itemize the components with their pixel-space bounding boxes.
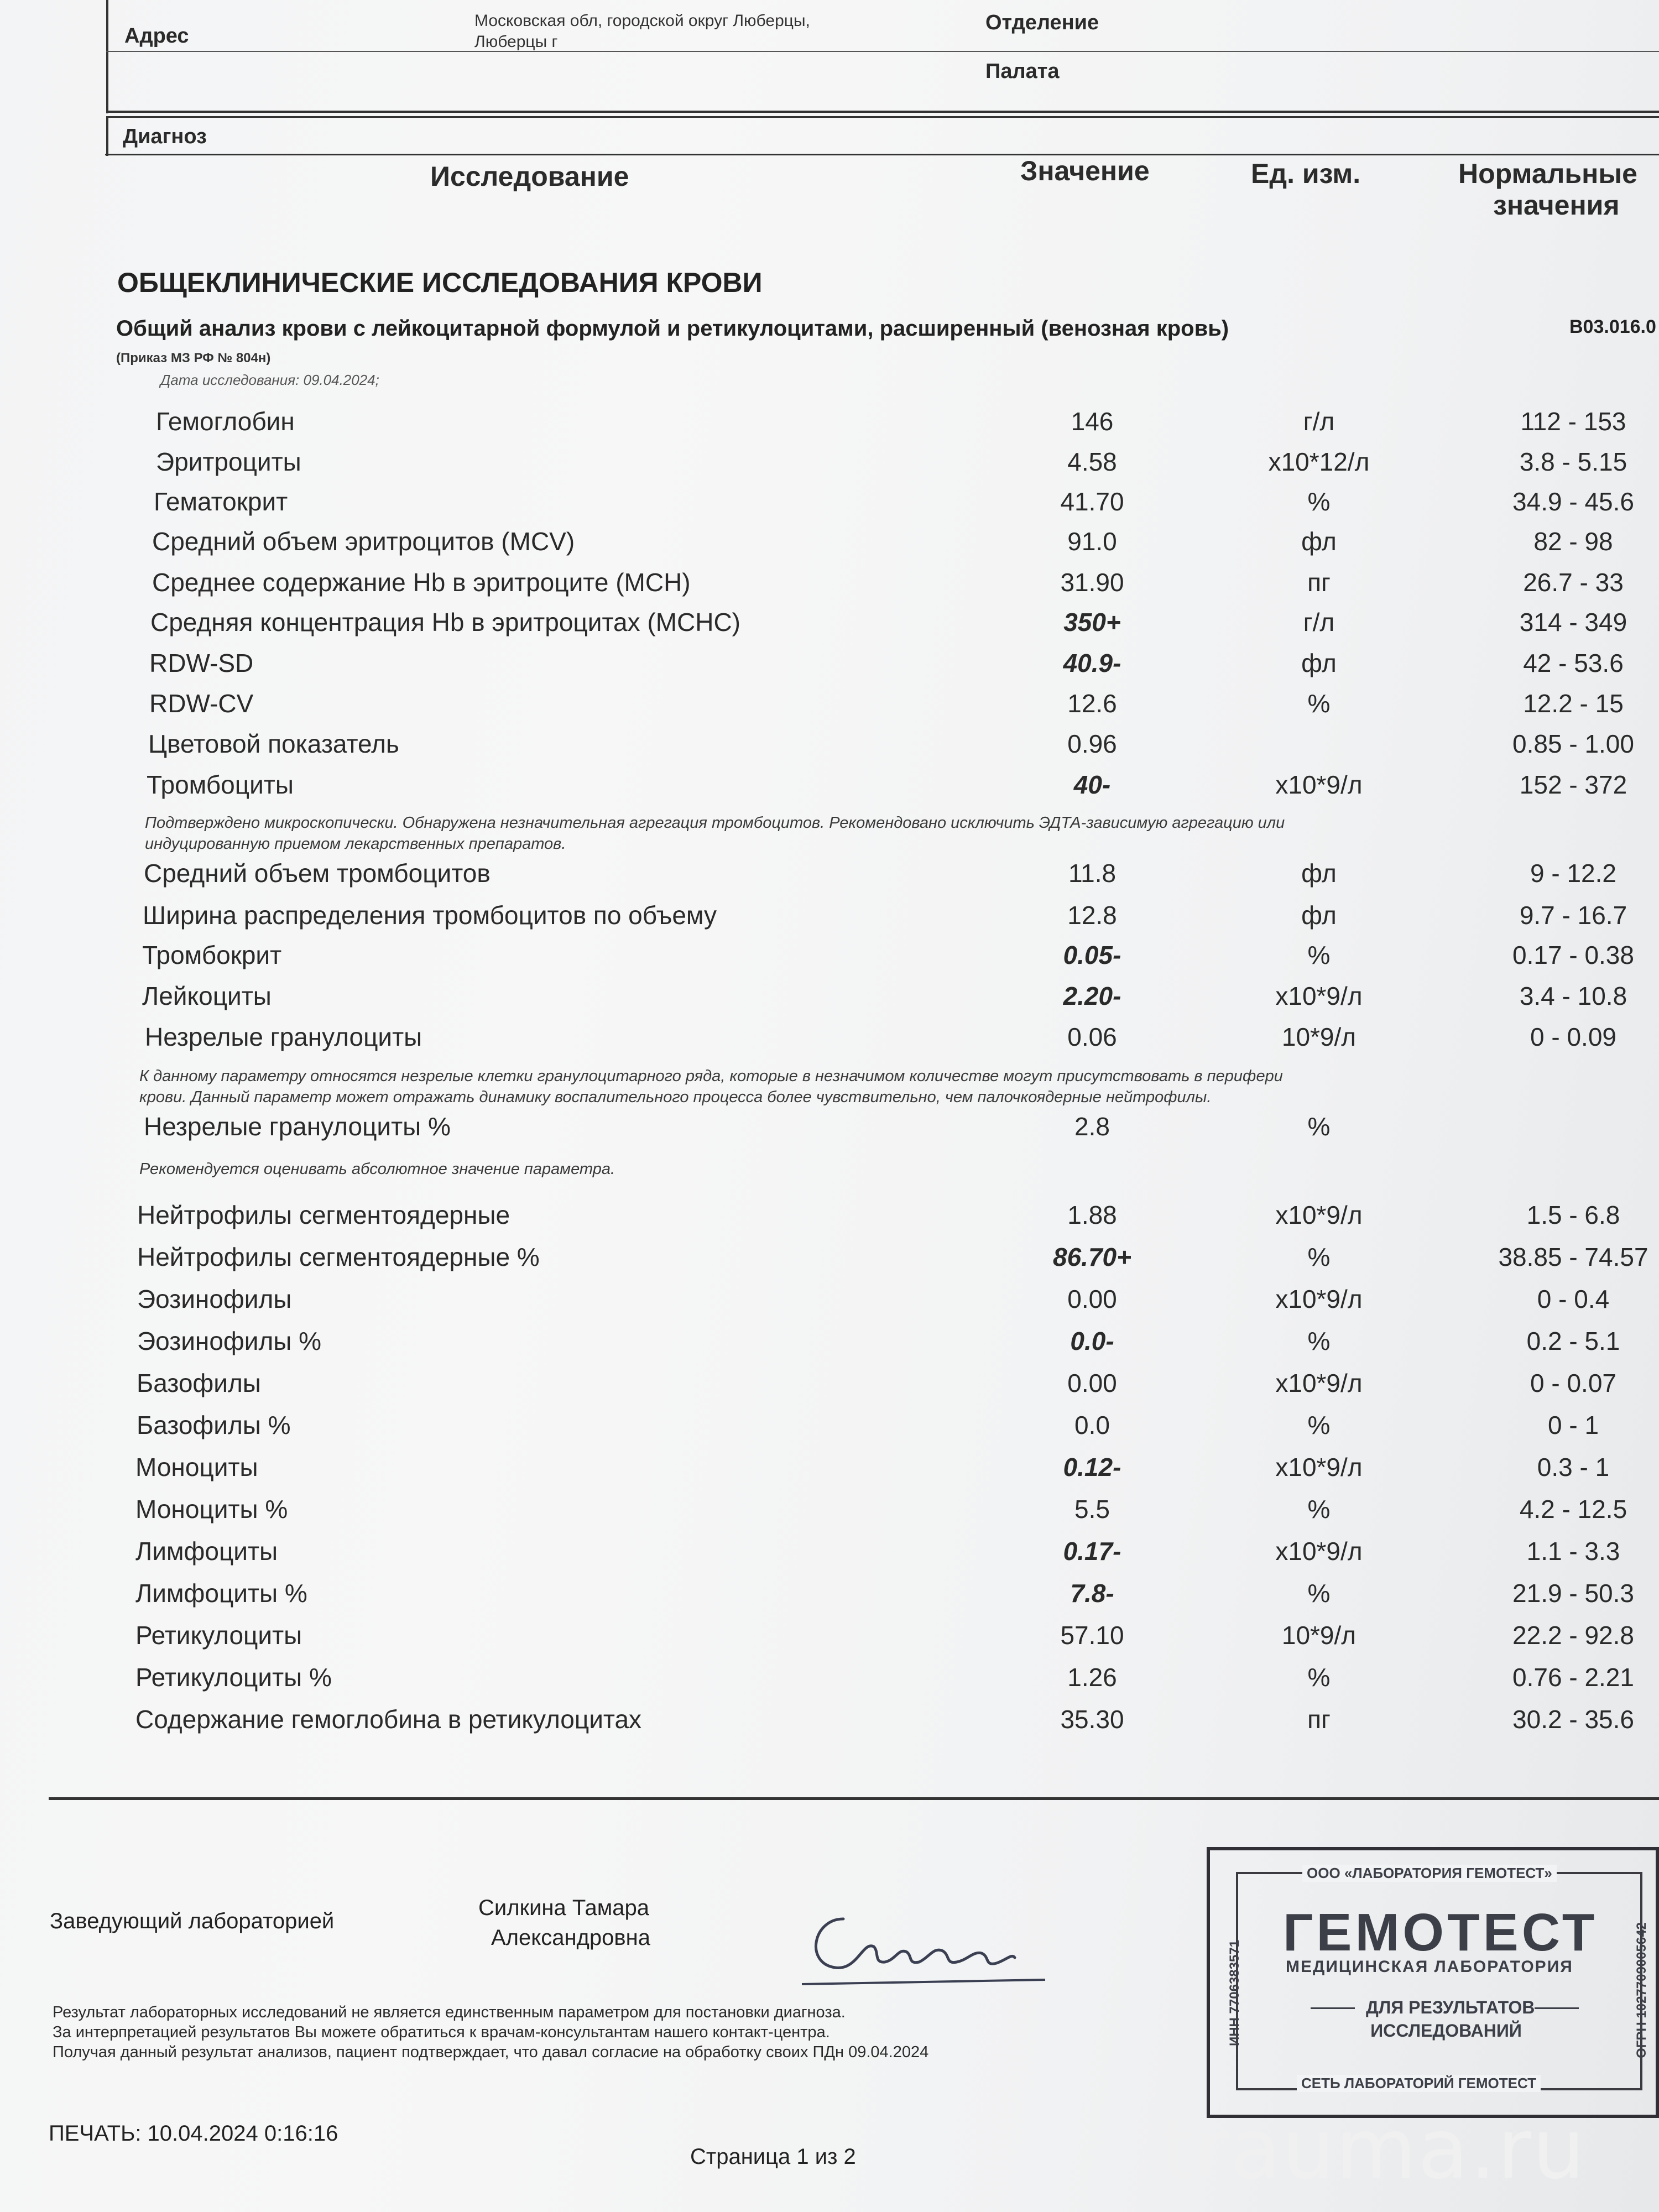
result-name: Лимфоциты bbox=[135, 1537, 278, 1566]
result-row: Эритроциты 4.58 x10*12/л 3.8 - 5.15 bbox=[156, 447, 1627, 476]
result-name: Тромбоциты bbox=[147, 770, 294, 799]
disclaimer-line1: Результат лабораторных исследований не является единственным параметром для постановки диагноза. bbox=[53, 2004, 846, 2021]
result-row: Средний объем эритроцитов (MCV) 91.0 фл 82 - 98 bbox=[152, 527, 1613, 556]
order-reference: (Приказ МЗ РФ № 804н) bbox=[116, 351, 271, 366]
result-row: Тромбокрит 0.05- % 0.17 - 0.38 bbox=[142, 941, 1634, 969]
result-name: Гематокрит bbox=[154, 487, 288, 516]
diagnosis-top-border bbox=[106, 116, 1659, 118]
stamp-subtitle: МЕДИЦИНСКАЯ ЛАБОРАТОРИЯ bbox=[1286, 1958, 1573, 1976]
column-study: Исследование bbox=[430, 161, 629, 192]
stamp-middle-line1: ДЛЯ РЕЗУЛЬТАТОВ bbox=[1366, 1997, 1535, 2017]
result-row: Базофилы % 0.0 % 0 - 1 bbox=[137, 1411, 1599, 1439]
watermark: trauma.ru bbox=[1161, 2101, 1586, 2198]
section-title: ОБЩЕКЛИНИЧЕСКИЕ ИССЛЕДОВАНИЯ КРОВИ bbox=[117, 267, 763, 298]
test-name: Общий анализ крови с лейкоцитарной формулой и ретикулоцитами, расширенный (венозная кровь) bbox=[116, 316, 1229, 341]
result-name: Гемоглобин bbox=[156, 407, 295, 436]
result-row: Нейтрофилы сегментоядерные 1.88 x10*9/л 1.5 - 6.8 bbox=[137, 1201, 1620, 1229]
platelets-note-line1: Подтверждено микроскопически. Обнаружена незначительная агрегация тромбоцитов. Рекомендовано исключить ЭДТА-зависимую агрегацию или bbox=[145, 814, 1285, 832]
result-name: Лимфоциты % bbox=[135, 1579, 307, 1608]
stamp-bottom-text: СЕТЬ ЛАБОРАТОРИЙ ГЕМОТЕСТ bbox=[1297, 2075, 1541, 2092]
result-row: Лейкоциты 2.20- x10*9/л 3.4 - 10.8 bbox=[142, 982, 1627, 1010]
address-value-line1: Московская обл, городской округ Люберцы, bbox=[474, 12, 810, 30]
result-name: Нейтрофилы сегментоядерные bbox=[137, 1201, 510, 1229]
stamp-ogrn: ОГРН 1027709005642 bbox=[1634, 1922, 1649, 2058]
result-name: Моноциты bbox=[135, 1453, 258, 1481]
result-name: Средний объем эритроцитов (MCV) bbox=[152, 527, 575, 556]
result-name: Незрелые гранулоциты % bbox=[144, 1112, 451, 1141]
print-timestamp: ПЕЧАТЬ: 10.04.2024 0:16:16 bbox=[49, 2121, 338, 2146]
header-bottom-border bbox=[106, 111, 1659, 113]
address-value-line2: Люберцы г bbox=[474, 33, 558, 51]
result-row: Нейтрофилы сегментоядерные % 86.70+ % 38.85 - 74.57 bbox=[137, 1243, 1648, 1271]
result-row: Эозинофилы 0.00 x10*9/л 0 - 0.4 bbox=[137, 1285, 1610, 1313]
result-name: Эритроциты bbox=[156, 447, 301, 476]
signature bbox=[791, 1902, 1051, 1991]
stamp-top-text: ООО «ЛАБОРАТОРИЯ ГЕМОТЕСТ» bbox=[1302, 1865, 1557, 1882]
result-name: RDW-SD bbox=[149, 649, 254, 677]
result-name: Ретикулоциты % bbox=[135, 1663, 332, 1692]
result-name: Эозинофилы bbox=[137, 1285, 292, 1313]
result-name: Базофилы bbox=[137, 1369, 261, 1397]
result-row: Ширина распределения тромбоцитов по объему 12.8 фл 9.7 - 16.7 bbox=[143, 901, 1627, 930]
result-row: Ретикулоциты % 1.26 % 0.76 - 2.21 bbox=[135, 1663, 1634, 1692]
result-row: Базофилы 0.00 x10*9/л 0 - 0.07 bbox=[137, 1369, 1616, 1397]
result-row: Незрелые гранулоциты % 2.8 % bbox=[144, 1112, 1331, 1141]
result-name: Средняя концентрация Hb в эритроцитах (MCHC) bbox=[150, 608, 740, 637]
result-row: Гематокрит 41.70 % 34.9 - 45.6 bbox=[154, 487, 1634, 516]
result-row: Эозинофилы % 0.0- % 0.2 - 5.1 bbox=[137, 1327, 1620, 1355]
disclaimer-line3: Получая данный результат анализов, пациент подтверждает, что давал согласие на обработку своих ПДн 09.04.2024 bbox=[53, 2043, 929, 2061]
study-date: Дата исследования: 09.04.2024; bbox=[160, 372, 379, 388]
stamp-dash-left bbox=[1311, 2007, 1355, 2009]
result-row: Содержание гемоглобина в ретикулоцитах 35.30 пг 30.2 - 35.6 bbox=[135, 1705, 1634, 1734]
immature-granulocytes-pct-note: Рекомендуется оценивать абсолютное значение параметра. bbox=[139, 1160, 615, 1178]
result-row: Тромбоциты 40- x10*9/л 152 - 372 bbox=[147, 770, 1627, 799]
stamp-dash-right bbox=[1535, 2007, 1579, 2009]
test-code: B03.016.0 bbox=[1569, 316, 1656, 337]
disclaimer-line2: За интерпретацией результатов Вы можете обратиться к врачам-консультантам нашего контакт-центра. bbox=[53, 2023, 830, 2041]
department-label: Отделение bbox=[985, 11, 1099, 34]
result-row: Средний объем тромбоцитов 11.8 фл 9 - 12.2 bbox=[144, 859, 1616, 888]
page-indicator: Страница 1 из 2 bbox=[690, 2145, 856, 2169]
diagnosis-left-border bbox=[106, 117, 108, 156]
platelets-note-line2: индуцированную приемом лекарственных препаратов. bbox=[145, 835, 566, 853]
diagnosis-label: Диагноз bbox=[123, 125, 207, 148]
result-name: Нейтрофилы сегментоядерные % bbox=[137, 1243, 540, 1271]
result-row: Лимфоциты % 7.8- % 21.9 - 50.3 bbox=[135, 1579, 1634, 1608]
result-name: Средний объем тромбоцитов bbox=[144, 859, 491, 888]
result-name: Эозинофилы % bbox=[137, 1327, 322, 1355]
address-label: Адрес bbox=[124, 24, 189, 48]
column-unit: Ед. изм. bbox=[1251, 158, 1361, 189]
result-row: RDW-CV 12.6 % 12.2 - 15 bbox=[149, 689, 1624, 718]
result-row: Лимфоциты 0.17- x10*9/л 1.1 - 3.3 bbox=[135, 1537, 1620, 1566]
result-row: Среднее содержание Hb в эритроците (MCH) 31.90 пг 26.7 - 33 bbox=[152, 568, 1624, 597]
stamp-inn: ИНН 7706383571 bbox=[1227, 1939, 1243, 2047]
result-row: Гемоглобин 146 г/л 112 - 153 bbox=[156, 407, 1626, 436]
diagnosis-bottom-border bbox=[105, 154, 1659, 155]
header-divider bbox=[106, 51, 1659, 52]
stamp-middle-line2: ИССЛЕДОВАНИЙ bbox=[1370, 2021, 1522, 2041]
result-row: Моноциты % 5.5 % 4.2 - 12.5 bbox=[135, 1495, 1627, 1524]
immature-granulocytes-note-line2: крови. Данный параметр может отражать динамику воспалительного процесса более чувствительно, чем палочкоядерные нейтрофилы. bbox=[139, 1088, 1212, 1106]
column-ref-line2: значения bbox=[1493, 190, 1620, 221]
result-name: Базофилы % bbox=[137, 1411, 291, 1439]
lab-head-name-line1: Силкина Тамара bbox=[478, 1896, 649, 1920]
result-row: Моноциты 0.12- x10*9/л 0.3 - 1 bbox=[135, 1453, 1610, 1481]
result-row: Цветовой показатель 0.96 0.85 - 1.00 bbox=[148, 729, 1634, 758]
result-row: Ретикулоциты 57.10 10*9/л 22.2 - 92.8 bbox=[135, 1621, 1634, 1650]
immature-granulocytes-note-line1: К данному параметру относятся незрелые клетки гранулоцитарного ряда, которые в незначимом количестве могут присутствовать в перифери bbox=[139, 1067, 1283, 1085]
result-name: Тромбокрит bbox=[142, 941, 282, 969]
result-name: Ширина распределения тромбоцитов по объему bbox=[143, 901, 717, 930]
footer-divider bbox=[49, 1797, 1659, 1800]
result-row: Средняя концентрация Hb в эритроцитах (MCHC) 350+ г/л 314 - 349 bbox=[150, 608, 1627, 637]
result-name: RDW-CV bbox=[149, 689, 254, 718]
result-name: Цветовой показатель bbox=[148, 729, 399, 758]
result-row: RDW-SD 40.9- фл 42 - 53.6 bbox=[149, 649, 1624, 677]
lab-head-label: Заведующий лабораторией bbox=[50, 1909, 335, 1933]
result-name: Моноциты % bbox=[135, 1495, 288, 1524]
result-name: Содержание гемоглобина в ретикулоцитах bbox=[135, 1705, 642, 1734]
lab-head-name-line2: Александровна bbox=[491, 1926, 650, 1950]
column-ref-line1: Нормальные bbox=[1458, 158, 1637, 189]
header-left-border bbox=[106, 0, 108, 113]
result-name: Среднее содержание Hb в эритроците (MCH) bbox=[152, 568, 691, 597]
ward-label: Палата bbox=[985, 60, 1060, 83]
result-row: Незрелые гранулоциты 0.06 10*9/л 0 - 0.09 bbox=[145, 1022, 1616, 1051]
result-name: Незрелые гранулоциты bbox=[145, 1022, 422, 1051]
stamp-logo: ГЕМОТЕСТ bbox=[1283, 1903, 1598, 1962]
result-name: Лейкоциты bbox=[142, 982, 272, 1010]
result-name: Ретикулоциты bbox=[135, 1621, 302, 1650]
column-value: Значение bbox=[1020, 155, 1150, 186]
